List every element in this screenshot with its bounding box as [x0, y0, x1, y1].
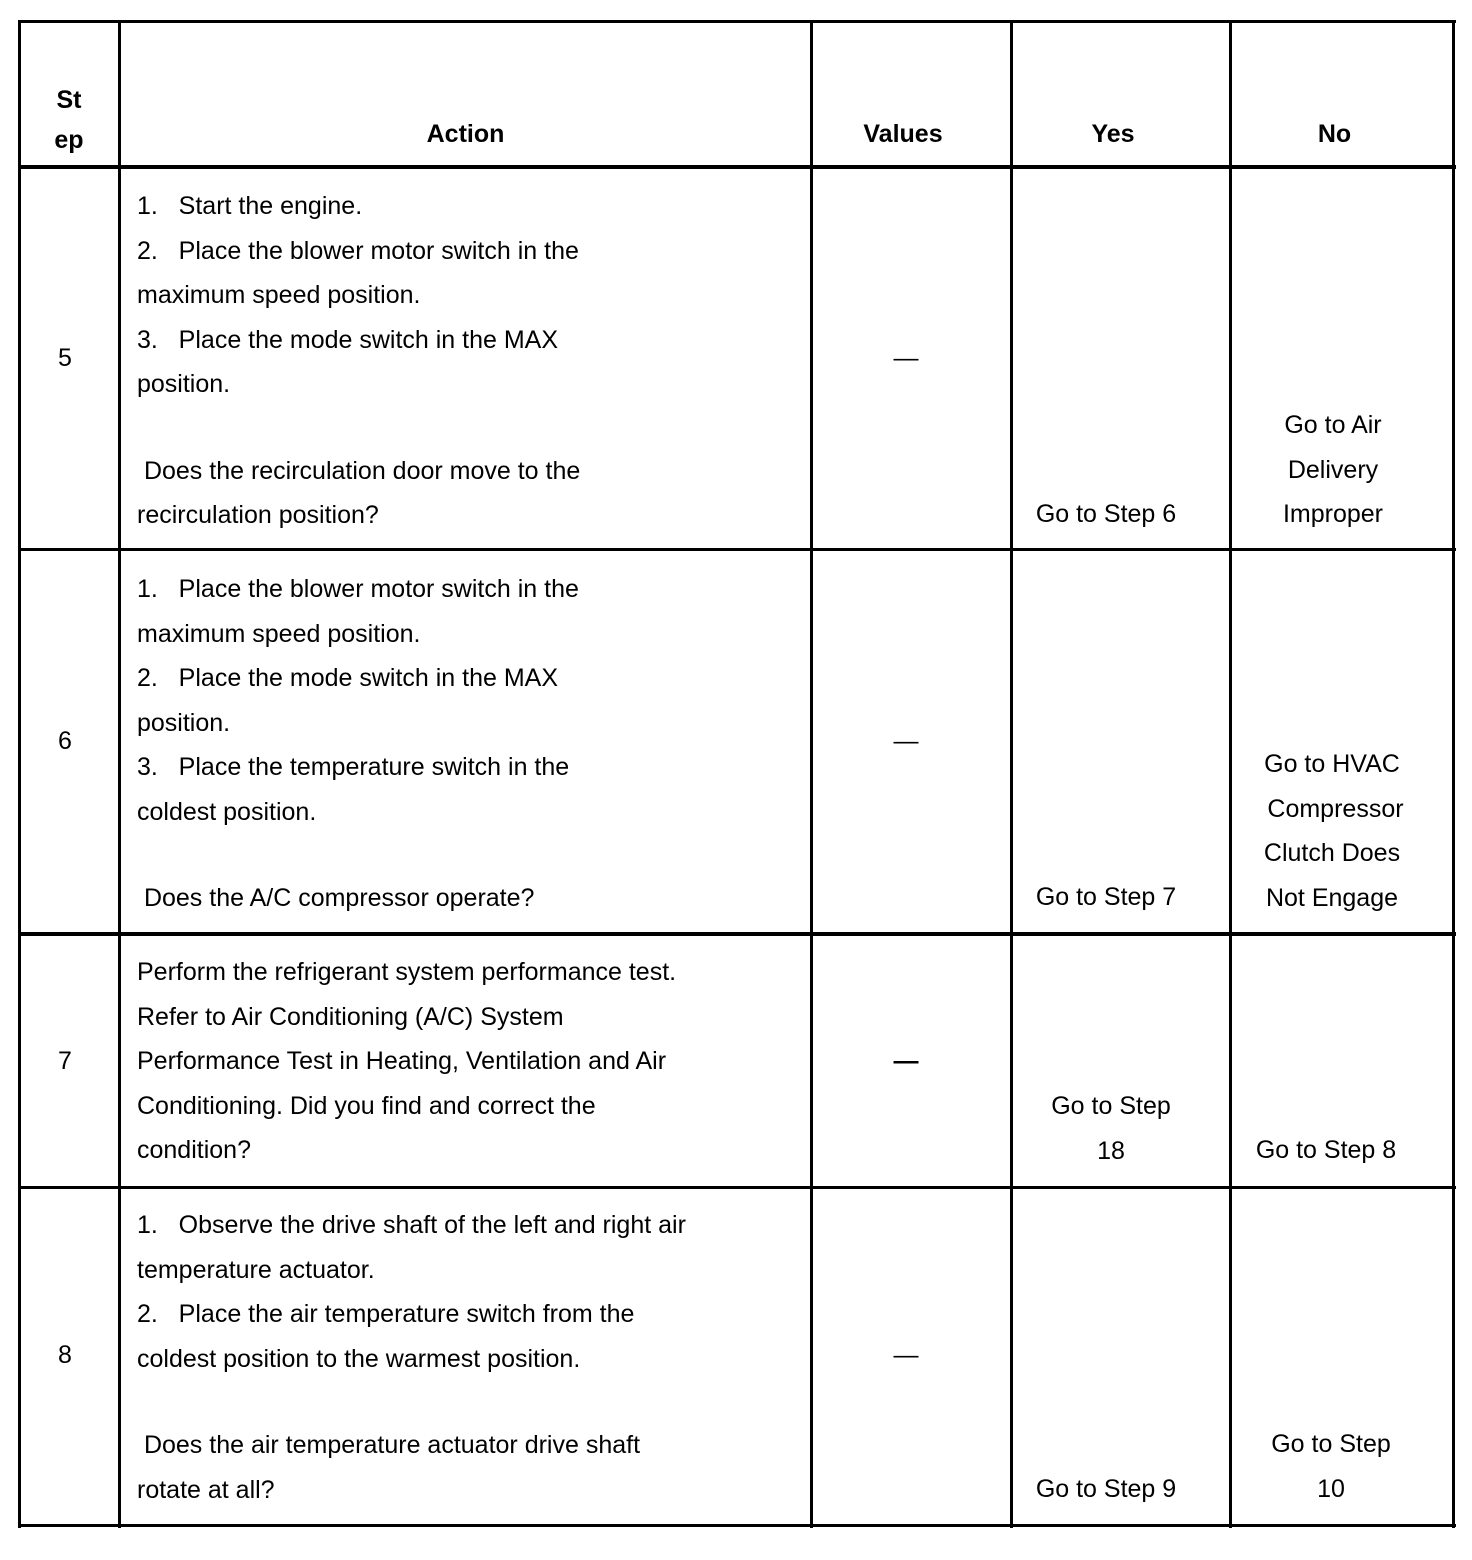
yes-line: 18: [1097, 1136, 1125, 1165]
action-row-8: [137, 1203, 686, 1512]
action-line: condition?: [137, 1136, 251, 1164]
no-line: Compressor: [1260, 794, 1404, 823]
action-line: Conditioning. Did you find and correct the: [137, 1091, 596, 1120]
no-line: Delivery: [1287, 455, 1379, 484]
header-action: Action: [426, 120, 505, 148]
action-line: position.: [137, 370, 231, 398]
action-line: Refer to Air Conditioning (A/C) System: [137, 1002, 564, 1031]
no-line: Go to HVAC: [1264, 750, 1400, 778]
action-line: Perform the refrigerant system performance test.: [137, 958, 677, 986]
yes-line: Go to Step 6: [1035, 500, 1177, 528]
values-row-7: —: [893, 1047, 919, 1075]
table-border-right: [1452, 20, 1455, 1528]
action-line: Does the recirculation door move to the: [137, 456, 581, 485]
column-divider-action: [810, 20, 813, 1528]
action-line: 3. Place the mode switch in the MAX: [137, 325, 559, 354]
column-divider-values: [1010, 20, 1013, 1528]
action-line: temperature actuator.: [137, 1255, 375, 1284]
step-number-6: 6: [58, 727, 72, 755]
yes-row-8: [1013, 1467, 1199, 1512]
action-line: 1. Start the engine.: [137, 192, 363, 220]
header-divider: [18, 165, 1456, 169]
no-row-6: [1232, 742, 1432, 920]
row-divider-7: [18, 1186, 1456, 1189]
action-line: coldest position.: [137, 797, 317, 826]
step-number-7: 7: [58, 1047, 72, 1075]
action-line: maximum speed position.: [137, 281, 421, 309]
action-line: rotate at all?: [137, 1475, 275, 1504]
action-line: maximum speed position.: [137, 619, 421, 648]
action-line: 1. Observe the drive shaft of the left and right air: [137, 1211, 686, 1239]
values-row-8: —: [893, 1341, 919, 1369]
values-row-5: —: [893, 344, 919, 372]
row-divider-5: [18, 548, 1456, 551]
values-row-6: —: [893, 727, 919, 755]
action-line: 2. Place the blower motor switch in the: [137, 236, 579, 265]
action-row-7: [137, 950, 676, 1173]
table-border-bottom: [18, 1524, 1456, 1527]
action-line: Does the air temperature actuator drive shaft: [137, 1431, 641, 1459]
table-border-left: [18, 20, 21, 1528]
table-border-top: [18, 20, 1456, 23]
action-line: 3. Place the temperature switch in the: [137, 753, 570, 781]
action-line: coldest position to the warmest position.: [137, 1344, 581, 1373]
no-line: Clutch Does: [1263, 839, 1401, 867]
row-divider-6: [18, 932, 1456, 936]
yes-row-7: [1013, 1084, 1209, 1173]
action-line: 2. Place the air temperature switch from the: [137, 1300, 635, 1328]
action-line: Performance Test in Heating, Ventilation and Air: [137, 1047, 667, 1075]
yes-row-5: [1013, 492, 1199, 537]
yes-line: Go to Step 7: [1035, 883, 1177, 911]
action-line: [137, 1381, 686, 1423]
action-line: [137, 407, 580, 449]
yes-row-6: [1013, 875, 1199, 920]
action-line: 1. Place the blower motor switch in the: [137, 575, 579, 603]
step-number-5: 5: [58, 344, 72, 372]
yes-line: Go to Step: [1051, 1092, 1171, 1120]
header-step-line1: St: [56, 86, 82, 114]
action-line: recirculation position?: [137, 501, 379, 529]
header-step: [20, 80, 118, 160]
no-line: Go to Step: [1271, 1430, 1391, 1458]
action-line: position.: [137, 708, 231, 737]
step-number-8: 8: [58, 1341, 72, 1369]
no-line: Go to Step 8: [1255, 1136, 1397, 1164]
column-divider-step: [118, 20, 121, 1528]
no-row-5: [1232, 403, 1434, 537]
no-line: 10: [1317, 1474, 1345, 1503]
action-row-5: [137, 184, 580, 538]
header-no: No: [1317, 120, 1352, 148]
yes-line: Go to Step 9: [1035, 1475, 1177, 1503]
no-line: Not Engage: [1265, 883, 1399, 912]
no-row-8: [1232, 1422, 1430, 1511]
action-line: [137, 834, 579, 876]
header-yes: Yes: [1091, 120, 1135, 148]
header-values: Values: [863, 120, 943, 148]
header-step-line2: ep: [54, 126, 84, 154]
action-line: 2. Place the mode switch in the MAX: [137, 664, 559, 692]
no-line: Go to Air: [1284, 411, 1382, 439]
no-row-7: [1232, 1128, 1420, 1173]
action-row-6: [137, 567, 579, 921]
no-line: Improper: [1282, 500, 1384, 528]
action-line: Does the A/C compressor operate?: [137, 884, 535, 912]
